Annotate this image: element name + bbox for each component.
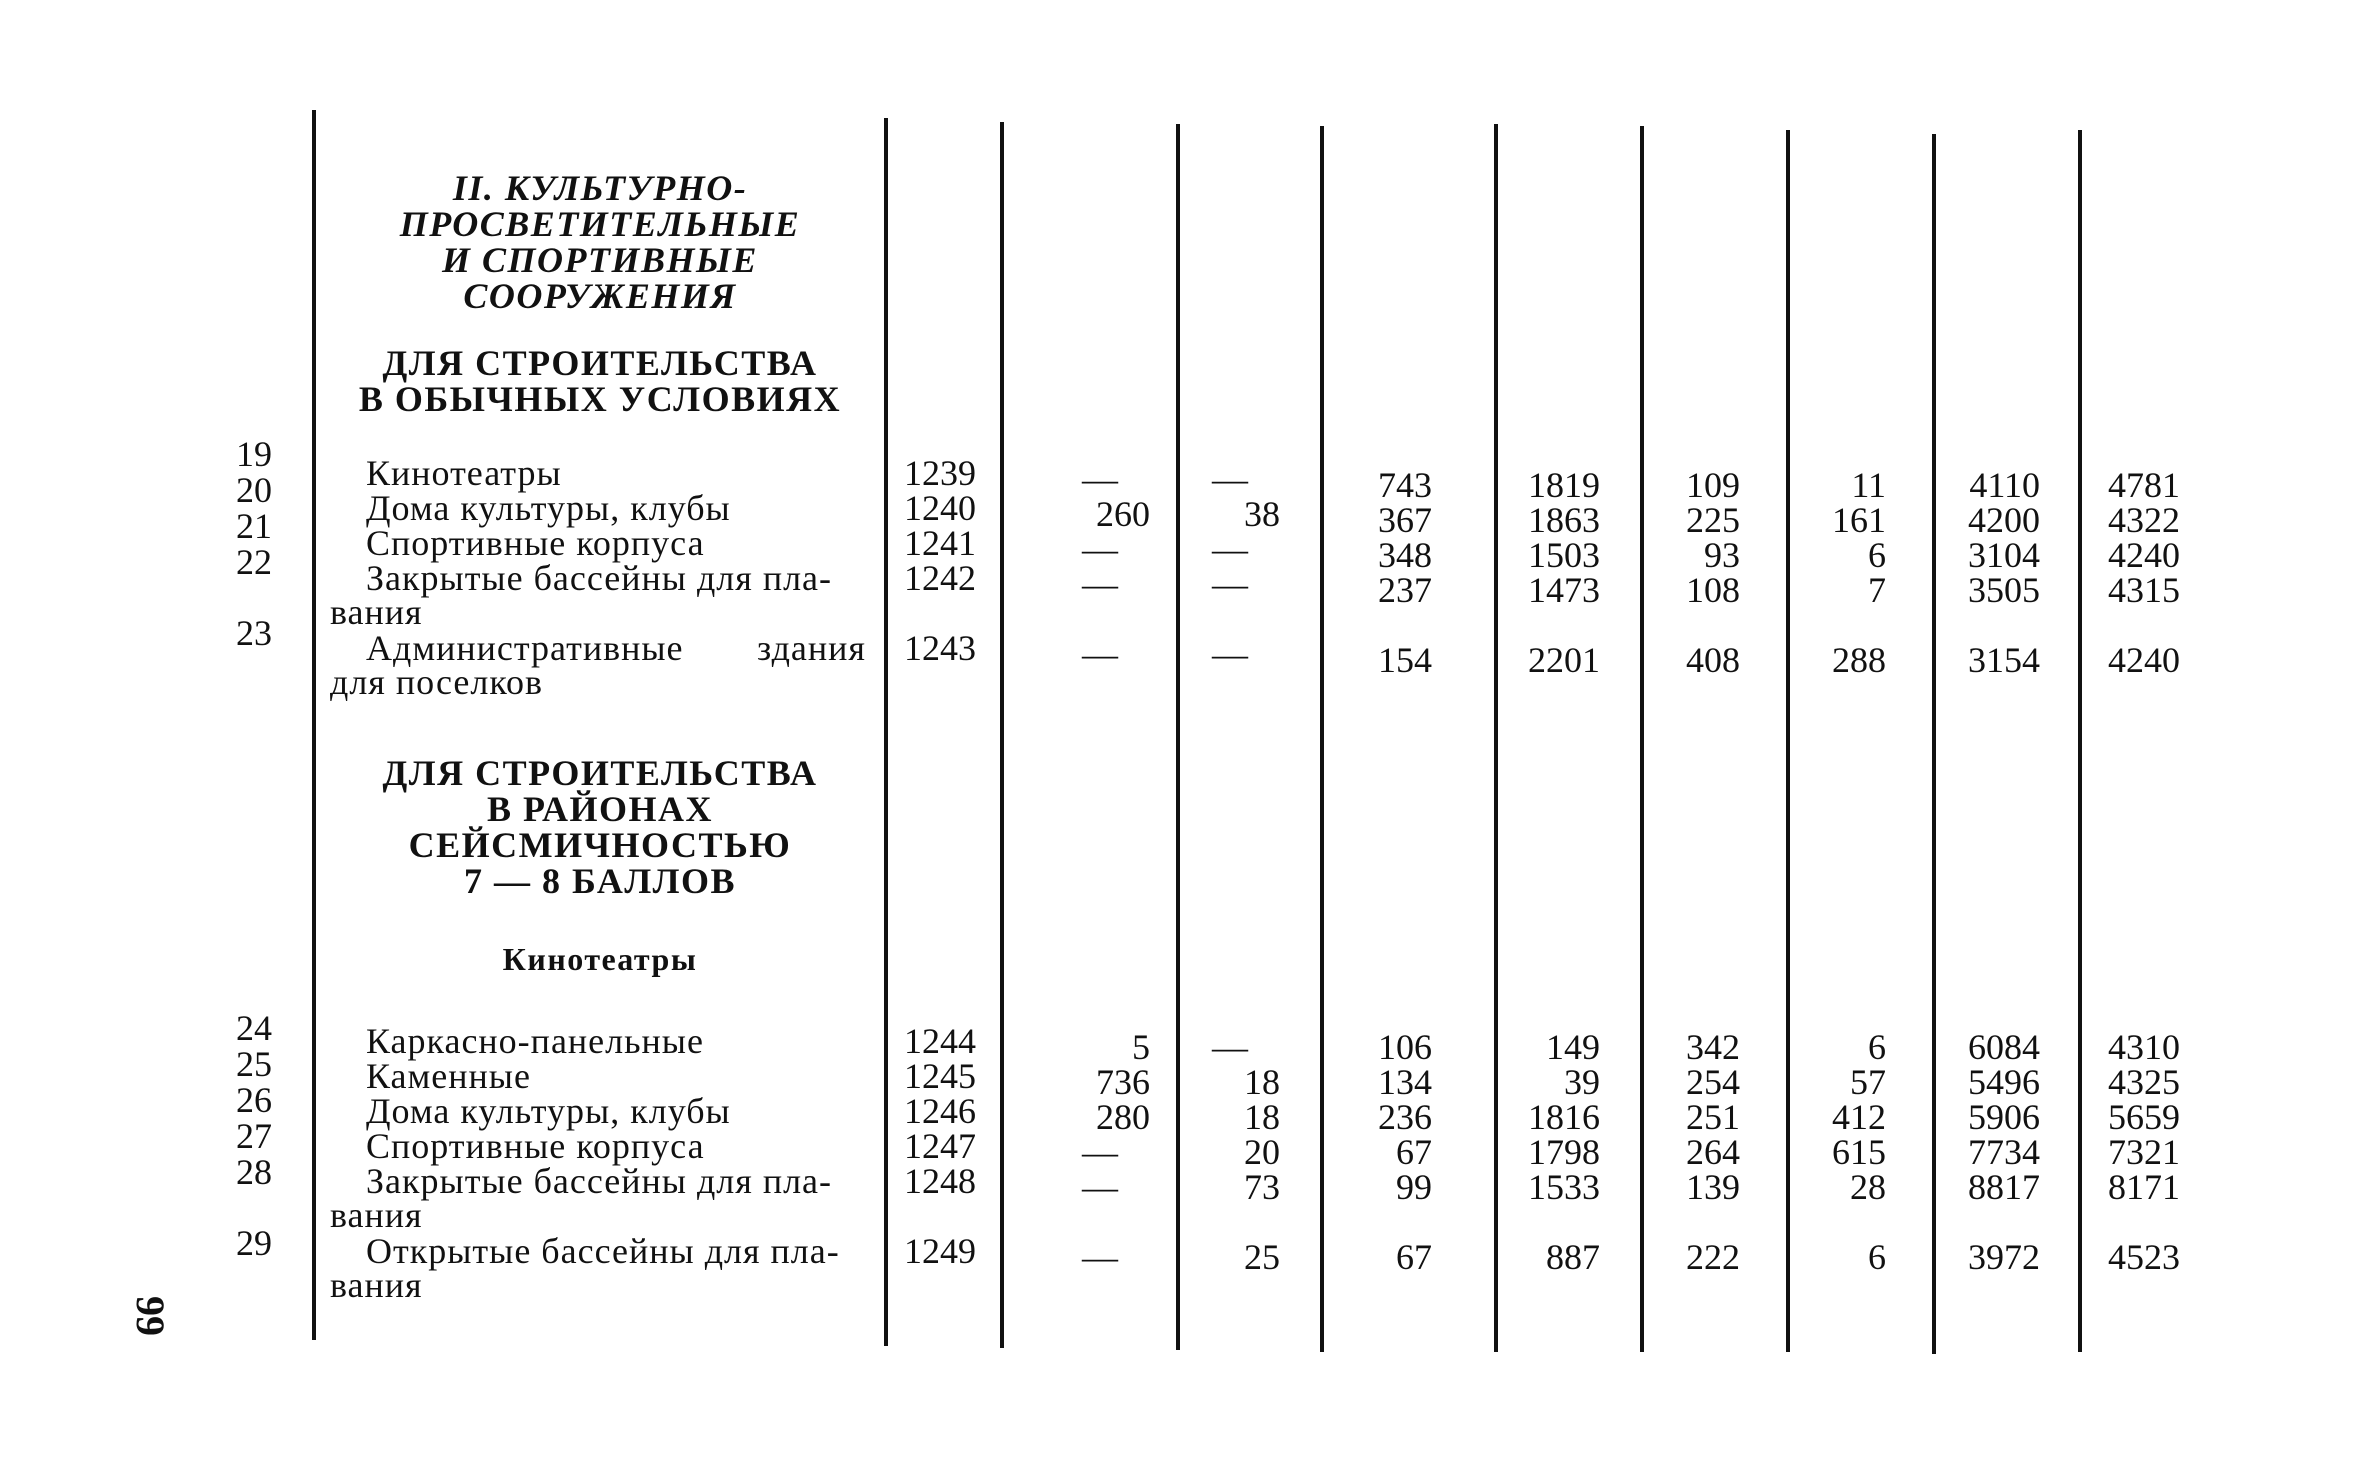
cell-value: 260 — [1096, 494, 1150, 534]
row-name: Дома культуры, клубы — [366, 488, 731, 528]
cell-value: 408 — [1686, 640, 1740, 680]
cell-dash: — — [1082, 1132, 1118, 1172]
cell-value: 280 — [1096, 1097, 1150, 1137]
row-name: вания — [330, 592, 423, 632]
cell-value: 264 — [1686, 1132, 1740, 1172]
row-number: 23 — [236, 613, 272, 653]
section-title — [380, 170, 820, 314]
cell-dash: — — [1212, 634, 1248, 674]
row-number: 20 — [236, 470, 272, 510]
row-name: вания — [330, 1265, 423, 1305]
page-number: 99 — [128, 1296, 173, 1336]
column-rule — [1000, 122, 1004, 1348]
cell-value: 38 — [1244, 494, 1280, 534]
group-heading-line: СЕЙСМИЧНОСТЬЮ — [408, 825, 792, 865]
cell-dash: — — [1212, 529, 1248, 569]
cell-value: 4240 — [2108, 640, 2180, 680]
cell-dash: — — [1212, 1027, 1248, 1067]
cell-value: 99 — [1396, 1167, 1432, 1207]
group-heading-seismic — [340, 755, 860, 899]
cell-dash: — — [1212, 564, 1248, 604]
cell-value: 222 — [1686, 1237, 1740, 1277]
cell-value: 615 — [1832, 1132, 1886, 1172]
cell-value: 7321 — [2108, 1132, 2180, 1172]
row-name: Закрытые бассейны для пла- — [366, 1161, 833, 1201]
cell-value: 4523 — [2108, 1237, 2180, 1277]
cell-value: 4315 — [2108, 570, 2180, 610]
row-code: 1248 — [904, 1161, 976, 1201]
cell-value: 39 — [1564, 1062, 1600, 1102]
row-name: Дома культуры, клубы — [366, 1091, 731, 1131]
cell-value: 254 — [1686, 1062, 1740, 1102]
cell-value: 4200 — [1968, 500, 2040, 540]
cell-value: 5659 — [2108, 1097, 2180, 1137]
cell-value: 28 — [1850, 1167, 1886, 1207]
cell-value: 1816 — [1528, 1097, 1600, 1137]
cell-value: 7 — [1868, 570, 1886, 610]
row-code: 1245 — [904, 1056, 976, 1096]
cell-value: 67 — [1396, 1237, 1432, 1277]
row-code: 1247 — [904, 1126, 976, 1166]
row-name: Административные здания — [366, 628, 866, 668]
cell-value: 736 — [1096, 1062, 1150, 1102]
cell-value: 225 — [1686, 500, 1740, 540]
row-number: 28 — [236, 1152, 272, 1192]
cell-value: 106 — [1378, 1027, 1432, 1067]
row-code: 1241 — [904, 523, 976, 563]
row-number: 24 — [236, 1008, 272, 1048]
cell-dash: — — [1082, 634, 1118, 674]
cell-value: 5496 — [1968, 1062, 2040, 1102]
cell-dash: — — [1082, 529, 1118, 569]
cell-value: 161 — [1832, 500, 1886, 540]
row-name: для поселков — [330, 662, 544, 702]
cell-value: 73 — [1244, 1167, 1280, 1207]
cell-value: 3154 — [1968, 640, 2040, 680]
cell-value: 348 — [1378, 535, 1432, 575]
group-subheading: Кинотеатры — [502, 941, 698, 977]
cell-value: 4110 — [1969, 465, 2040, 505]
row-code: 1239 — [904, 453, 976, 493]
section-title-line: II. КУЛЬТУРНО- — [452, 168, 748, 208]
row-number: 26 — [236, 1080, 272, 1120]
row-name: Каркасно-панельные — [366, 1021, 704, 1061]
cell-value: 367 — [1378, 500, 1432, 540]
cell-value: 251 — [1686, 1097, 1740, 1137]
row-name: Открытые бассейны для пла- — [366, 1231, 840, 1271]
cell-value: 93 — [1704, 535, 1740, 575]
cell-value: 342 — [1686, 1027, 1740, 1067]
cell-value: 1863 — [1528, 500, 1600, 540]
group-heading-normal — [340, 345, 860, 417]
row-code: 1246 — [904, 1091, 976, 1131]
cell-value: 412 — [1832, 1097, 1886, 1137]
cell-dash: — — [1082, 459, 1118, 499]
group-heading-line: ДЛЯ СТРОИТЕЛЬСТВА — [382, 343, 818, 383]
cell-value: 8817 — [1968, 1167, 2040, 1207]
row-code: 1244 — [904, 1021, 976, 1061]
cell-value: 1503 — [1528, 535, 1600, 575]
cell-value: 6084 — [1968, 1027, 2040, 1067]
cell-value: 237 — [1378, 570, 1432, 610]
cell-value: 288 — [1832, 640, 1886, 680]
cell-dash: — — [1212, 459, 1248, 499]
section-title-line: ПРОСВЕТИТЕЛЬНЫЕ — [399, 204, 801, 244]
cell-value: 3104 — [1968, 535, 2040, 575]
cell-value: 8171 — [2108, 1167, 2180, 1207]
cell-value: 4325 — [2108, 1062, 2180, 1102]
row-number: 29 — [236, 1223, 272, 1263]
group-heading-line: 7 — 8 БАЛЛОВ — [464, 861, 736, 901]
cell-value: 154 — [1378, 640, 1432, 680]
cell-value: 109 — [1686, 465, 1740, 505]
row-name: Каменные — [366, 1056, 531, 1096]
row-name: Закрытые бассейны для пла- — [366, 558, 833, 598]
cell-value: 5906 — [1968, 1097, 2040, 1137]
cell-value: 1473 — [1528, 570, 1600, 610]
cell-value: 108 — [1686, 570, 1740, 610]
cell-value: 11 — [1851, 465, 1886, 505]
cell-value: 7734 — [1968, 1132, 2040, 1172]
cell-value: 1798 — [1528, 1132, 1600, 1172]
cell-value: 67 — [1396, 1132, 1432, 1172]
column-rule — [312, 110, 316, 1340]
cell-value: 2201 — [1528, 640, 1600, 680]
row-number: 27 — [236, 1116, 272, 1156]
cell-value: 134 — [1378, 1062, 1432, 1102]
section-title-line: И СПОРТИВНЫЕ — [442, 240, 758, 280]
row-code: 1243 — [904, 628, 976, 668]
row-name: Спортивные корпуса — [366, 523, 705, 563]
cell-value: 236 — [1378, 1097, 1432, 1137]
cell-value: 887 — [1546, 1237, 1600, 1277]
cell-value: 57 — [1850, 1062, 1886, 1102]
row-code: 1240 — [904, 488, 976, 528]
row-number: 25 — [236, 1044, 272, 1084]
cell-value: 1819 — [1528, 465, 1600, 505]
cell-value: 4310 — [2108, 1027, 2180, 1067]
cell-value: 18 — [1244, 1062, 1280, 1102]
cell-value: 4781 — [2108, 465, 2180, 505]
column-rule — [884, 118, 888, 1346]
row-name: вания — [330, 1195, 423, 1235]
cell-value: 139 — [1686, 1167, 1740, 1207]
group-heading-line: В ОБЫЧНЫХ УСЛОВИЯХ — [358, 379, 842, 419]
cell-value: 4240 — [2108, 535, 2180, 575]
row-code: 1242 — [904, 558, 976, 598]
cell-value: 6 — [1868, 1027, 1886, 1067]
cell-value: 25 — [1244, 1237, 1280, 1277]
cell-value: 149 — [1546, 1027, 1600, 1067]
row-number: 19 — [236, 434, 272, 474]
cell-value: 3972 — [1968, 1237, 2040, 1277]
row-name: Кинотеатры — [366, 453, 562, 493]
row-number: 21 — [236, 506, 272, 546]
cell-value: 18 — [1244, 1097, 1280, 1137]
group-heading-line: В РАЙОНАХ — [487, 789, 713, 829]
cell-value: 6 — [1868, 1237, 1886, 1277]
cell-value: 5 — [1132, 1027, 1150, 1067]
cell-dash: — — [1082, 1167, 1118, 1207]
section-title-line: СООРУЖЕНИЯ — [463, 276, 737, 316]
cell-value: 4322 — [2108, 500, 2180, 540]
row-name: Спортивные корпуса — [366, 1126, 705, 1166]
cell-value: 3505 — [1968, 570, 2040, 610]
cell-value: 20 — [1244, 1132, 1280, 1172]
cell-value: 1533 — [1528, 1167, 1600, 1207]
row-number: 22 — [236, 542, 272, 582]
cell-value: 6 — [1868, 535, 1886, 575]
row-code: 1249 — [904, 1231, 976, 1271]
cell-dash: — — [1082, 564, 1118, 604]
group-heading-line: ДЛЯ СТРОИТЕЛЬСТВА — [382, 753, 818, 793]
cell-value: 743 — [1378, 465, 1432, 505]
cell-dash: — — [1082, 1237, 1118, 1277]
